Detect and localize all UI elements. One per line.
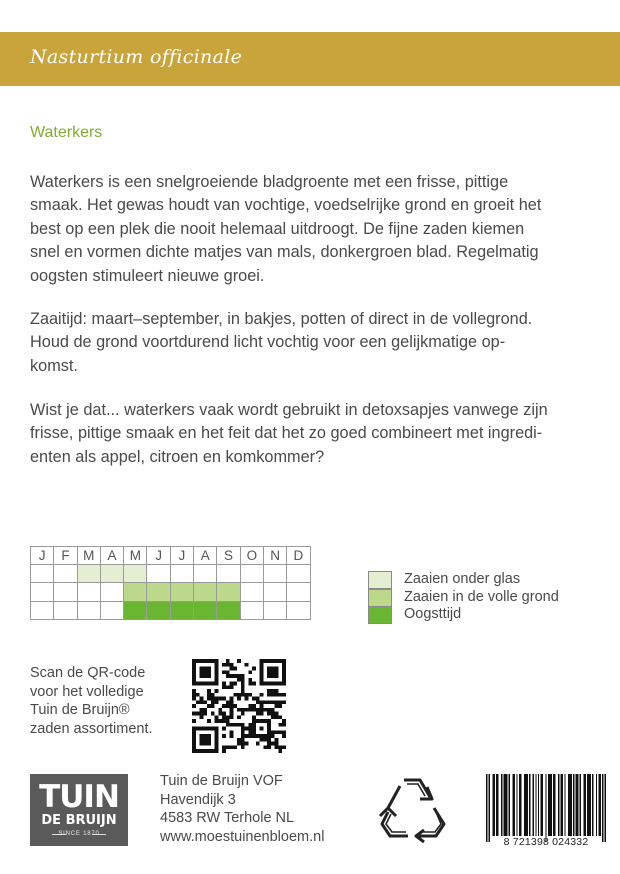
qr-code-icon[interactable] xyxy=(192,659,286,753)
calendar-cell xyxy=(170,583,193,601)
calendar-cell xyxy=(217,583,240,601)
calendar-row xyxy=(31,601,311,619)
text-line: Tuin de Bruijn® xyxy=(30,702,130,718)
calendar-cell xyxy=(240,601,263,619)
calendar-cell xyxy=(263,601,286,619)
legend-swatch xyxy=(368,571,392,589)
legend-swatch xyxy=(368,589,392,607)
text-line: Houd de grond voortdurend licht vochtig voor een gelijkmatige op- xyxy=(30,333,506,352)
calendar-cell xyxy=(124,583,147,601)
calendar-row xyxy=(31,565,311,583)
text-line: komst. xyxy=(30,356,78,375)
calendar-cell xyxy=(100,583,123,601)
legend-item xyxy=(368,589,608,606)
month-header: D xyxy=(287,547,310,565)
product-name: Waterkers xyxy=(30,124,103,141)
calendar-cell xyxy=(217,601,240,619)
recycle-icon xyxy=(374,772,454,844)
calendar-cell xyxy=(54,601,77,619)
calendar-cell xyxy=(287,565,310,583)
text-line: enten als appel, citroen en komkommer? xyxy=(30,447,325,466)
fact-paragraph xyxy=(30,399,590,469)
calendar-cell xyxy=(100,601,123,619)
legend-item xyxy=(368,606,608,623)
calendar-cell xyxy=(240,583,263,601)
company-address xyxy=(160,772,324,846)
legend-label: Oogsttijd xyxy=(404,606,462,622)
calendar-header-row xyxy=(31,547,311,565)
calendar-cell xyxy=(77,601,100,619)
calendar-cell xyxy=(217,565,240,583)
header-banner xyxy=(0,32,620,86)
text-line: zaden assortiment. xyxy=(30,720,153,737)
calendar-cell xyxy=(124,601,147,619)
calendar-cell xyxy=(170,565,193,583)
month-header: J xyxy=(170,547,193,565)
calendar-cell xyxy=(147,565,170,583)
text-line: oogsten stimuleert nieuwe groei. xyxy=(30,266,265,285)
legend-item xyxy=(368,571,608,588)
calendar-cell xyxy=(54,583,77,601)
text-line: Wist je dat... waterkers vaak wordt gebruikt in detoxsapjes vanwege zijn xyxy=(30,401,548,419)
barcode-number: 8 721398 024332 xyxy=(503,836,589,848)
postal-city: 4583 RW Terhole NL xyxy=(160,810,295,826)
logo-since: SINCE 1870 xyxy=(58,831,100,837)
legend-swatch xyxy=(368,606,392,624)
calendar-cell xyxy=(100,565,123,583)
month-header: F xyxy=(54,547,77,565)
calendar-cell xyxy=(77,583,100,601)
legend-label: Zaaien onder glas xyxy=(404,571,521,587)
sowing-calendar xyxy=(30,546,311,620)
month-header: J xyxy=(31,547,54,565)
month-header: N xyxy=(263,547,286,565)
logo-line1: TUIN xyxy=(39,779,119,815)
legend-label: Zaaien in de volle grond xyxy=(404,588,559,605)
sowing-paragraph xyxy=(30,308,590,378)
calendar-cell xyxy=(194,583,217,601)
calendar-cell xyxy=(147,583,170,601)
calendar-cell xyxy=(31,601,54,619)
street: Havendijk 3 xyxy=(160,791,236,808)
month-header: A xyxy=(194,547,217,565)
website-link[interactable]: www.moestuinenbloem.nl xyxy=(160,828,325,845)
calendar-cell xyxy=(147,601,170,619)
calendar-cell xyxy=(263,583,286,601)
calendar-cell xyxy=(240,565,263,583)
text-line: smaak. Het gewas houdt van vochtige, voedselrijke grond en groeit het xyxy=(30,196,542,215)
calendar-cell xyxy=(194,565,217,583)
month-header: S xyxy=(217,547,240,565)
calendar-cell xyxy=(263,565,286,583)
brand-logo xyxy=(30,774,128,846)
text-line: Zaaitijd: maart–september, in bakjes, potten of direct in de vollegrond. xyxy=(30,310,533,328)
month-header: M xyxy=(77,547,100,565)
calendar-cell xyxy=(31,583,54,601)
calendar-cell xyxy=(287,601,310,619)
text-line: snel en vormen dichte matjes van mals, donkergroen blad. Regelmatig xyxy=(30,243,539,262)
calendar-cell xyxy=(54,565,77,583)
month-header: J xyxy=(147,547,170,565)
text-line: best op een plek die nooit helemaal uitdroogt. De fijne zaden kiemen xyxy=(30,219,525,238)
calendar-cell xyxy=(124,565,147,583)
text-line: Waterkers is een snelgroeiende bladgroente met een frisse, pittige xyxy=(30,173,509,191)
calendar-cell xyxy=(194,601,217,619)
text-line: Scan de QR-code xyxy=(30,665,146,681)
logo-line2: DE BRUIJN xyxy=(41,813,117,828)
calendar-cell xyxy=(77,565,100,583)
botanical-name: Nasturtium officinale xyxy=(30,46,243,68)
month-header: A xyxy=(100,547,123,565)
description-paragraph xyxy=(30,171,590,288)
qr-instructions xyxy=(30,664,153,738)
company-name: Tuin de Bruijn VOF xyxy=(160,773,283,789)
month-header: M xyxy=(124,547,147,565)
text-line: frisse, pittige smaak en het feit dat het zo goed combineert met ingredi- xyxy=(30,424,543,443)
text-line: voor het volledige xyxy=(30,683,144,700)
calendar-cell xyxy=(170,601,193,619)
calendar-cell xyxy=(31,565,54,583)
calendar-cell xyxy=(287,583,310,601)
calendar-row xyxy=(31,583,311,601)
month-header: O xyxy=(240,547,263,565)
